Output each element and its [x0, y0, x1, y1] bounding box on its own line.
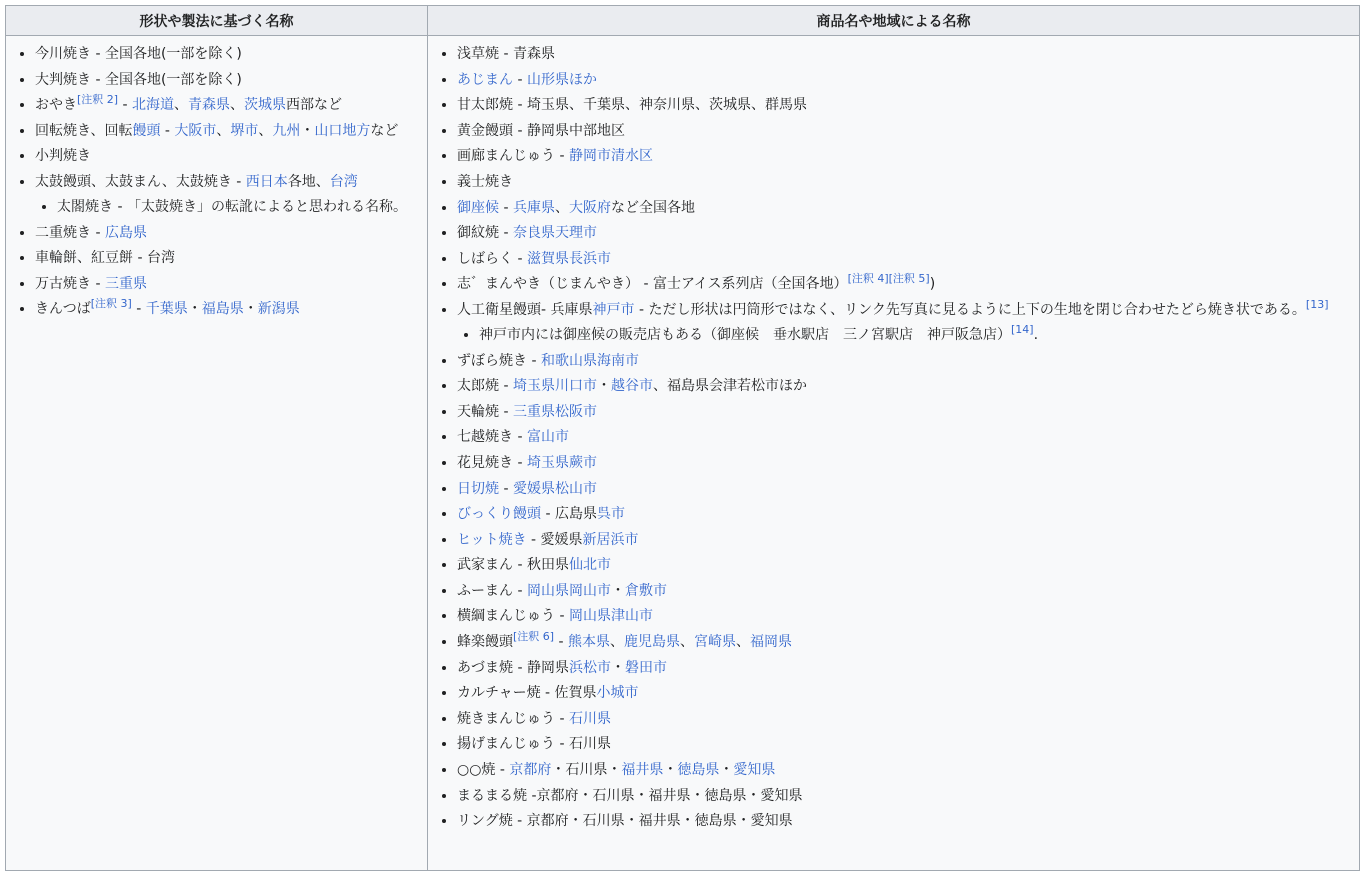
reference-note[interactable]: [注釈 4][注釈 5]	[847, 272, 930, 286]
item-text: きんつば	[35, 301, 91, 318]
wiki-link[interactable]: 神戸市	[592, 301, 635, 318]
wiki-link[interactable]: 大阪市	[174, 122, 217, 139]
reference-note[interactable]: [注釈 3]	[90, 297, 132, 311]
item-text: リング焼 - 京都府・石川県・福井県・徳島県・愛知県	[457, 813, 793, 830]
item-text: 武家まん - 秋田県	[457, 557, 569, 574]
list-item	[35, 171, 421, 219]
wiki-link[interactable]: 和歌山県海南市	[540, 352, 639, 369]
wiki-link[interactable]: 広島県	[104, 224, 147, 241]
list-item	[457, 733, 1353, 756]
item-text: 太閤焼き - 「太鼓焼き」の転訛によると思われる名称。	[57, 198, 407, 215]
wiki-link[interactable]: 千葉県	[145, 301, 188, 318]
wiki-link[interactable]: 三重県松阪市	[512, 403, 597, 420]
wiki-link[interactable]: 呉市	[596, 506, 625, 523]
wiki-link[interactable]: ヒット焼き	[457, 531, 527, 548]
wiki-link[interactable]: 北海道	[132, 97, 175, 114]
wiki-link[interactable]: 滋賀県長浜市	[526, 250, 611, 267]
item-text: ずぼら焼き -	[457, 352, 541, 369]
list-item	[457, 708, 1353, 731]
list-item	[457, 120, 1353, 143]
wiki-link[interactable]: 越谷市	[610, 378, 653, 395]
list-item	[35, 120, 421, 143]
wiki-link[interactable]: びっくり饅頭	[457, 506, 541, 523]
wiki-link[interactable]: 三重県	[104, 275, 147, 292]
item-text: ・石川県・	[551, 762, 622, 779]
wiki-link[interactable]: 奈良県天理市	[512, 225, 597, 242]
item-text: -	[499, 199, 513, 216]
wiki-link[interactable]: 新居浜市	[582, 531, 639, 548]
list-item	[457, 657, 1353, 680]
item-text: 義士焼き	[457, 173, 513, 190]
header-product-region-names: 商品名や地域による名称	[428, 6, 1360, 36]
wiki-link[interactable]: 浜松市	[568, 659, 611, 676]
shape-names-list	[17, 43, 421, 321]
item-text: 回転焼き、回転	[35, 122, 133, 139]
item-text: 、	[216, 122, 231, 139]
item-text: 万古焼き -	[35, 275, 105, 292]
list-item	[457, 759, 1353, 782]
item-text: ふーまん -	[457, 582, 527, 599]
wiki-link[interactable]: 愛媛県松山市	[512, 480, 597, 497]
wiki-link[interactable]: 岡山県岡山市	[526, 582, 611, 599]
reference-note[interactable]: [13]	[1305, 297, 1329, 311]
wiki-link[interactable]: 徳島県	[677, 762, 720, 779]
item-text: ・	[187, 301, 202, 318]
wiki-link[interactable]: 青森県	[188, 97, 231, 114]
item-text: ・	[610, 659, 625, 676]
item-text: 浅草焼 - 青森県	[457, 46, 555, 62]
list-item	[457, 94, 1353, 117]
sub-list	[457, 324, 1353, 347]
item-text: 揚げまんじゅう - 石川県	[457, 736, 611, 753]
item-text: 今川焼き - 全国各地(一部を除く)	[35, 46, 242, 62]
wiki-link[interactable]: 福岡県	[750, 634, 793, 651]
item-text: しばらく -	[457, 250, 527, 267]
wiki-link[interactable]: 新潟県	[257, 301, 300, 318]
list-item	[457, 631, 1353, 654]
item-text: 蜂楽饅頭	[457, 634, 513, 651]
wiki-link[interactable]: 倉敷市	[624, 582, 667, 599]
wiki-link[interactable]: 大阪府	[568, 199, 611, 216]
list-item	[457, 401, 1353, 424]
list-item	[457, 426, 1353, 449]
wiki-link[interactable]: 日切焼	[457, 480, 499, 497]
wiki-link[interactable]: 福井県	[621, 762, 664, 779]
list-item	[457, 273, 1353, 296]
list-item	[35, 298, 421, 321]
item-text: 天輪焼 -	[457, 403, 513, 420]
item-text: 西部など	[286, 97, 343, 114]
wiki-link[interactable]: 静岡市清水区	[568, 148, 653, 165]
item-text: 七越焼き -	[457, 429, 527, 446]
list-item	[457, 580, 1353, 603]
list-item	[457, 299, 1353, 347]
item-text: )	[929, 276, 936, 293]
item-text: など	[370, 122, 399, 139]
reference-note[interactable]: [14]	[1011, 322, 1034, 336]
list-item	[35, 69, 421, 92]
wiki-link[interactable]: 愛知県	[733, 762, 776, 779]
item-text: 、	[610, 634, 625, 651]
wiki-link[interactable]: 山口地方	[314, 122, 371, 139]
wiki-link[interactable]: 石川県	[568, 710, 611, 727]
item-text: 、	[174, 97, 189, 114]
item-text: ・	[243, 301, 258, 318]
item-text: ・	[610, 582, 625, 599]
wiki-link[interactable]: 宮崎県	[694, 634, 737, 651]
item-text: 、	[230, 97, 245, 114]
product-region-names-list	[439, 43, 1353, 833]
list-item	[457, 350, 1353, 373]
item-text: など全国各地	[610, 199, 695, 216]
item-text: 人工衛星饅頭- 兵庫県	[457, 301, 593, 318]
list-item	[457, 43, 1353, 66]
wiki-link[interactable]: 埼玉県蕨市	[526, 454, 597, 471]
wiki-link[interactable]: 仙北市	[568, 557, 611, 574]
header-shape-names: 形状や製法に基づく名称	[6, 6, 428, 36]
item-text: 画廊まんじゅう -	[457, 148, 569, 165]
body-row	[6, 36, 1360, 871]
item-text: ・	[596, 378, 611, 395]
list-item	[457, 503, 1353, 526]
item-text: 黄金饅頭 - 静岡県中部地区	[457, 122, 625, 139]
wiki-link[interactable]: 台湾	[329, 173, 358, 190]
wiki-link[interactable]: 饅頭	[132, 122, 161, 139]
header-row	[6, 6, 1360, 36]
list-item	[35, 145, 421, 168]
item-text: 甘太郎焼 - 埼玉県、千葉県、神奈川県、茨城県、群馬県	[457, 97, 807, 114]
list-item	[57, 196, 421, 219]
list-item	[457, 171, 1353, 194]
list-item	[457, 810, 1353, 833]
item-text: -	[499, 480, 513, 497]
item-text: -	[554, 634, 569, 651]
wiki-link[interactable]: 熊本県	[568, 634, 611, 651]
shape-names-cell	[6, 36, 428, 871]
list-item	[35, 43, 421, 66]
list-item	[457, 554, 1353, 577]
item-text: 太鼓饅頭、太鼓まん、太鼓焼き -	[35, 173, 246, 190]
item-text: ・	[300, 122, 315, 139]
names-table	[5, 5, 1360, 871]
wiki-link[interactable]: あじまん	[457, 71, 513, 88]
list-item	[457, 452, 1353, 475]
wiki-link[interactable]: 西日本	[245, 173, 288, 190]
list-item	[457, 785, 1353, 808]
list-item	[457, 605, 1353, 628]
wiki-link[interactable]: 九州	[272, 122, 301, 139]
wiki-link[interactable]: 御座候	[457, 199, 499, 216]
list-item	[457, 222, 1353, 245]
item-text: ○○焼 -	[457, 762, 510, 779]
list-item	[457, 478, 1353, 501]
item-text: 、	[680, 634, 695, 651]
item-text: 小判焼き	[35, 148, 91, 165]
list-item	[457, 375, 1353, 398]
wiki-link[interactable]: 茨城県	[244, 97, 287, 114]
wiki-link[interactable]: 兵庫県	[512, 199, 555, 216]
item-text: -	[513, 71, 527, 88]
item-text: 花見焼き -	[457, 454, 527, 471]
item-text: ・	[719, 762, 734, 779]
item-text: まるまる焼 -京都府・石川県・福井県・徳島県・愛知県	[457, 787, 803, 804]
item-text: 大判焼き - 全国各地(一部を除く)	[35, 71, 242, 88]
wiki-link[interactable]: 小城市	[596, 685, 639, 702]
product-region-names-cell	[428, 36, 1360, 871]
wiki-link[interactable]: 山形県ほか	[526, 71, 597, 88]
item-text: -	[160, 122, 175, 139]
reference-note[interactable]: [注釈 6]	[513, 630, 555, 644]
list-item	[457, 248, 1353, 271]
reference-note[interactable]: [注釈 2]	[77, 93, 119, 107]
list-item	[35, 247, 421, 270]
wiki-link[interactable]: 富山市	[526, 429, 569, 446]
wiki-link[interactable]: 埼玉県川口市	[512, 378, 597, 395]
item-text: 焼きまんじゅう -	[457, 710, 569, 727]
item-text: 志゛まんやき（じまんやき） - 富士アイス系列店（全国各地）	[457, 276, 848, 293]
wiki-link[interactable]: 岡山県津山市	[568, 608, 653, 625]
item-text: 二重焼き -	[35, 224, 105, 241]
item-text: カルチャー焼 - 佐賀県	[457, 685, 597, 702]
item-text: - ただし形状は円筒形ではなく、リンク先写真に見るように上下の生地を閉じ合わせたどら焼き状である。	[634, 301, 1306, 318]
list-item	[457, 682, 1353, 705]
list-item	[35, 94, 421, 117]
wiki-link[interactable]: 磐田市	[624, 659, 667, 676]
list-item	[457, 529, 1353, 552]
item-text: 神戸市内には御座候の販売店もある（御座候 垂水駅店 三ノ宮駅店 神戸阪急店）	[479, 326, 1011, 343]
item-text: 、	[736, 634, 751, 651]
item-text: .	[1033, 326, 1039, 343]
wiki-link[interactable]: 堺市	[230, 122, 259, 139]
list-item	[457, 145, 1353, 168]
list-item	[457, 197, 1353, 220]
item-text: -	[118, 97, 133, 114]
item-text: 、	[554, 199, 569, 216]
item-text: 、福島県会津若松市ほか	[652, 378, 807, 395]
item-text: 各地、	[287, 173, 330, 190]
item-text: 御紋焼 -	[457, 225, 513, 242]
item-text: ・	[663, 762, 678, 779]
item-text: おやき	[35, 97, 77, 114]
item-text: 、	[258, 122, 273, 139]
wiki-link[interactable]: 鹿児島県	[624, 634, 681, 651]
list-item	[35, 273, 421, 296]
sub-list	[35, 196, 421, 219]
list-item	[479, 324, 1353, 347]
item-text: あづま焼 - 静岡県	[457, 659, 569, 676]
item-text: - 愛媛県	[526, 531, 583, 548]
list-item	[35, 222, 421, 245]
wiki-link[interactable]: 福島県	[201, 301, 244, 318]
wiki-link[interactable]: 京都府	[509, 762, 552, 779]
item-text: 横綱まんじゅう -	[457, 608, 569, 625]
item-text: -	[131, 301, 146, 318]
item-text: 太郎焼 -	[457, 378, 513, 395]
list-item	[457, 69, 1353, 92]
item-text: - 広島県	[541, 506, 597, 523]
item-text: 車輪餅、紅豆餅 - 台湾	[35, 250, 175, 267]
